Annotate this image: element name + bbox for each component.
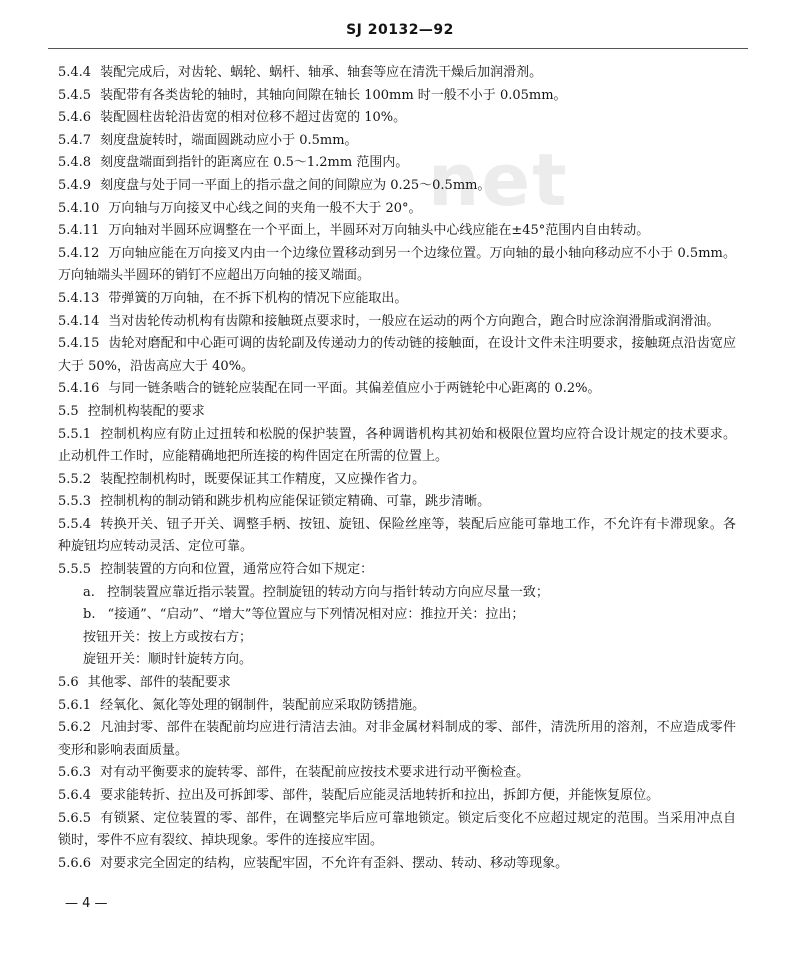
clause-text: 装配控制机构时，既要保证其工作精度，又应操作省力。 xyxy=(100,471,426,487)
clause-number: 5.6.6 xyxy=(58,855,92,871)
clause-number: 5.4.13 xyxy=(58,290,100,306)
clause-paragraph xyxy=(58,853,736,876)
clause-number: a. xyxy=(83,584,95,600)
clause-number: 5.6.5 xyxy=(58,810,92,826)
clause-number: 5.6.4 xyxy=(58,788,92,803)
clause-text: 控制装置的方向和位置，通常应符合如下规定： xyxy=(100,562,374,578)
clause-text: 万向轴对半圆环应调整在一个平面上，半圆环对万向轴头中心线应能在±45°范围内自由转动。 xyxy=(108,223,650,239)
clause-paragraph xyxy=(58,491,736,514)
clause-paragraph xyxy=(58,672,736,695)
clause-text: 带弹簧的万向轴，在不拆下机构的情况下应能取出。 xyxy=(108,290,408,306)
clause-text: 万向轴应能在万向接叉内由一个边缘位置移动到另一个边缘位置。万向轴的最小轴向移动应不小于 0.5mm。万向轴端头半圆环的销钉不应超出万向轴的接叉端面。 xyxy=(58,245,736,284)
clause-paragraph xyxy=(58,469,736,492)
clause-text: “接通”、“启动”、“增大”等位置应与下列情况相对应：推拉开关：拉出； xyxy=(107,607,525,623)
clause-paragraph xyxy=(58,808,736,853)
clause-paragraph xyxy=(58,582,736,605)
clause-text: 有锁紧、定位装置的零、部件，在调整完毕后应可靠地锁定。锁定后变化不应超过规定的范围。当采用冲点自锁时，零件不应有裂纹、掉块现象。零件的连接应牢固。 xyxy=(58,810,736,849)
clause-text: 其他零、部件的装配要求 xyxy=(87,675,231,691)
clause-paragraph xyxy=(58,785,736,808)
clause-paragraph xyxy=(58,717,736,762)
clause-text: 旋钮开关：顺时针旋转方向。 xyxy=(83,652,253,668)
clause-text: 与同一链条啮合的链轮应装配在同一平面。其偏差值应小于两链轮中心距离的 0.2%。 xyxy=(108,381,601,397)
clause-text: 控制机构应有防止过扭转和松脱的保护装置，各种调谐机构其初始和极限位置均应符合设计规定的技术要求。止动机件工作时，应能精确地把所连接的构件固定在所需的位置上。 xyxy=(58,426,736,465)
clause-number: b. xyxy=(83,607,96,623)
clause-paragraph xyxy=(58,220,736,243)
clause-text: 刻度盘旋转时，端面圆跳动应小于 0.5mm。 xyxy=(100,132,358,148)
watermark: net xyxy=(428,138,569,222)
header-rule xyxy=(48,48,748,49)
clause-number: 5.5 xyxy=(58,403,79,419)
clause-number: 5.5.1 xyxy=(58,426,92,442)
clause-number: 5.6.3 xyxy=(58,765,92,781)
clause-text: 装配圆柱齿轮沿齿宽的相对位移不超过齿宽的 10%。 xyxy=(100,110,407,126)
clause-paragraph xyxy=(58,559,736,582)
clause-text: 刻度盘端面到指针的距离应在 0.5～1.2mm 范围内。 xyxy=(100,155,409,171)
clause-paragraph xyxy=(58,604,736,627)
clause-paragraph xyxy=(58,401,736,424)
clause-number: 5.6 xyxy=(58,675,79,691)
clause-number: 5.4.5 xyxy=(58,87,92,103)
clause-paragraph xyxy=(58,175,736,198)
clause-number: 5.4.7 xyxy=(58,132,92,148)
clause-paragraph xyxy=(58,333,736,378)
clause-paragraph xyxy=(58,378,736,401)
clause-number: 5.6.1 xyxy=(58,697,92,713)
clause-paragraph xyxy=(58,627,736,650)
clause-text: 控制装置应靠近指示装置。控制旋钮的转动方向与指针转动方向应尽量一致； xyxy=(106,584,549,600)
clause-paragraph xyxy=(58,85,736,108)
page-number: — 4 — xyxy=(65,896,108,911)
clause-number: 5.5.4 xyxy=(58,516,92,532)
clause-paragraph xyxy=(58,514,736,559)
clause-number: 5.5.2 xyxy=(58,471,92,487)
clause-number: 5.4.12 xyxy=(58,245,100,261)
clause-number: 5.4.8 xyxy=(58,155,92,171)
clause-number: 5.4.6 xyxy=(58,110,92,126)
clause-paragraph xyxy=(58,130,736,153)
clause-number: 5.4.10 xyxy=(58,200,100,216)
clause-paragraph xyxy=(58,107,736,130)
standard-code-header: SJ 20132—92 xyxy=(346,22,454,38)
clause-paragraph xyxy=(58,424,736,469)
clause-number: 5.6.2 xyxy=(58,720,92,736)
clause-text: 经氧化、氮化等处理的钢制件，装配前应采取防锈措施。 xyxy=(100,697,426,713)
clause-text: 对有动平衡要求的旋转零、部件，在装配前应按技术要求进行动平衡检查。 xyxy=(100,765,530,781)
clause-paragraph xyxy=(58,649,736,672)
clause-paragraph xyxy=(58,695,736,718)
clause-paragraph xyxy=(58,243,736,288)
clause-text: 转换开关、钮子开关、调整手柄、按钮、旋钮、保险丝座等，装配后应能可靠地工作，不允许有卡滞现象。各种旋钮均应转动灵活、定位可靠。 xyxy=(58,516,736,555)
clause-text: 齿轮对磨配和中心距可调的齿轮副及传递动力的传动链的接触面，在设计文件未注明要求，接触斑点沿齿宽应大于 50%，沿齿高应大于 40%。 xyxy=(58,336,736,374)
clause-paragraph xyxy=(58,62,736,85)
clause-number: 5.4.11 xyxy=(58,223,100,239)
clause-text: 装配完成后，对齿轮、蜗轮、蜗杆、轴承、轴套等应在清洗干燥后加润滑剂。 xyxy=(100,65,543,80)
clause-text: 万向轴与万向接叉中心线之间的夹角一般不大于 20°。 xyxy=(108,200,422,216)
clause-number: 5.4.15 xyxy=(58,336,100,352)
clause-number: 5.4.16 xyxy=(58,381,100,397)
clause-paragraph xyxy=(58,198,736,221)
clause-text: 当对齿轮传动机构有齿隙和接触斑点要求时，一般应在运动的两个方向跑合，跑合时应涂润滑脂或润滑油。 xyxy=(108,313,720,329)
clause-number: 5.5.3 xyxy=(58,494,92,510)
clause-number: 5.5.5 xyxy=(58,562,92,578)
clause-text: 按钮开关：按上方或按右方； xyxy=(83,629,253,645)
clause-paragraph xyxy=(58,762,736,785)
clause-number: 5.4.9 xyxy=(58,177,92,193)
clause-text: 对要求完全固定的结构，应装配牢固，不允许有歪斜、摆动、转动、移动等现象。 xyxy=(100,855,569,871)
clause-text: 控制机构装配的要求 xyxy=(87,403,205,419)
clause-paragraph xyxy=(58,311,736,334)
clause-number: 5.4.4 xyxy=(58,65,92,80)
clause-text: 控制机构的制动销和跳步机构应能保证锁定精确、可靠，跳步清晰。 xyxy=(100,494,491,510)
clause-number: 5.4.14 xyxy=(58,313,100,329)
document-body xyxy=(58,62,736,875)
clause-text: 凡油封零、部件在装配前均应进行清洁去油。对非金属材料制成的零、部件，清洗所用的溶剂，不应造成零件变形和影响表面质量。 xyxy=(58,720,736,758)
clause-paragraph xyxy=(58,152,736,175)
clause-text: 装配带有各类齿轮的轴时，其轴向间隙在轴长 100mm 时一般不小于 0.05mm。 xyxy=(100,87,567,103)
clause-paragraph xyxy=(58,288,736,311)
clause-text: 要求能转折、拉出及可拆卸零、部件，装配后应能灵活地转折和拉出，拆卸方便，并能恢复原位。 xyxy=(100,788,660,803)
clause-text: 刻度盘与处于同一平面上的指示盘之间的间隙应为 0.25～0.5mm。 xyxy=(100,177,491,193)
